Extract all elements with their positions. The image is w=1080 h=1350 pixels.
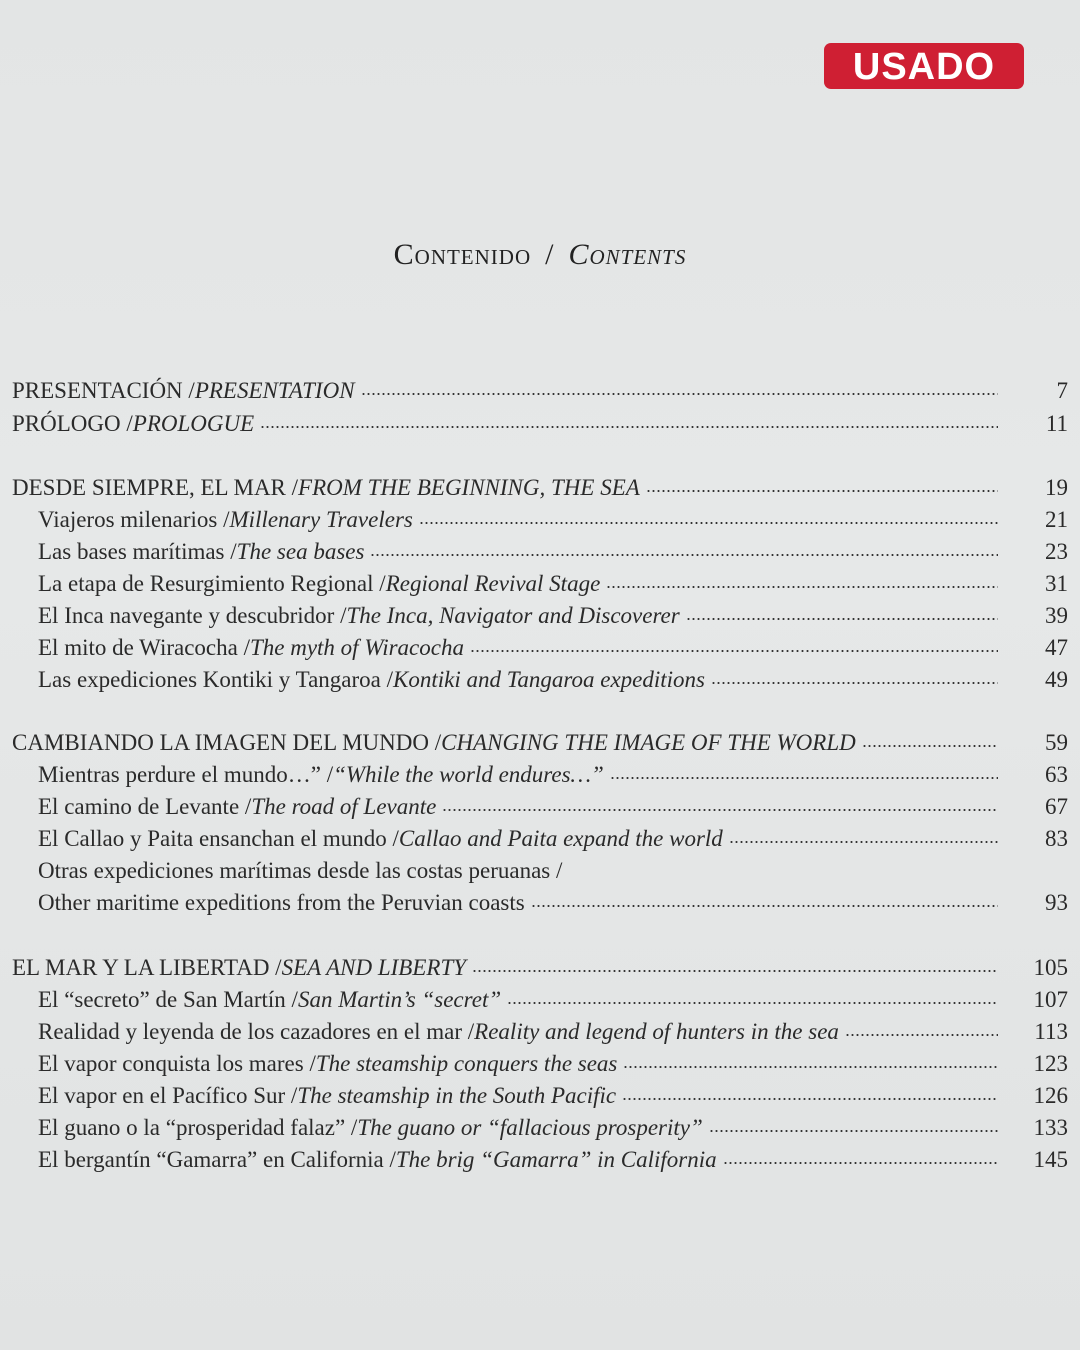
toc-subentry — [38, 885, 1068, 917]
page-number: 93 — [1045, 890, 1068, 915]
page-number: 123 — [1033, 1051, 1068, 1076]
entry-title-english: PROLOGUE — [132, 411, 255, 436]
dot-leader — [442, 806, 998, 814]
toc-section-entry — [12, 725, 1068, 757]
entry-title-english: The road of Levante — [251, 794, 437, 819]
toc-section-entry — [12, 373, 1068, 405]
entry-title-spanish: El guano o la “prosperidad falaz” / — [38, 1115, 358, 1140]
entry-title-english: Reality and legend of hunters in the sea — [474, 1019, 839, 1044]
entry-title-spanish: El mito de Wiracocha / — [38, 635, 250, 660]
entry-title-spanish: El “secreto” de San Martín / — [38, 987, 298, 1012]
toc-subentry — [38, 598, 1068, 630]
dot-leader — [260, 423, 998, 431]
dot-leader — [686, 615, 998, 623]
entry-title-english: Callao and Paita expand the world — [398, 826, 723, 851]
page-number: 47 — [1045, 635, 1068, 660]
page-number: 39 — [1045, 603, 1068, 628]
title-english: Contents — [568, 238, 687, 271]
page-number: 113 — [1034, 1019, 1068, 1044]
entry-title-english: The sea bases — [236, 539, 365, 564]
page-number: 83 — [1045, 826, 1068, 851]
toc-subentry — [38, 821, 1068, 853]
dot-leader — [470, 647, 998, 655]
entry-title-spanish: Las bases marítimas / — [38, 539, 237, 564]
entry-title-english: Kontiki and Tangaroa expeditions — [393, 667, 706, 692]
toc-subentry — [38, 853, 1068, 885]
entry-title-english: San Martin’s “secret” — [297, 987, 502, 1012]
page-number: 19 — [1045, 475, 1068, 500]
dot-leader — [862, 742, 998, 750]
entry-title-english: “While the world endures…” — [333, 762, 604, 787]
entry-title-english: FROM THE BEGINNING, THE SEA — [298, 475, 640, 500]
page-number: 145 — [1033, 1147, 1068, 1172]
page-number: 63 — [1045, 762, 1068, 787]
toc-subentry — [38, 982, 1068, 1014]
toc-subentry — [38, 1078, 1068, 1110]
dot-leader — [711, 679, 998, 687]
page-number: 11 — [1045, 411, 1068, 436]
title-separator: / — [545, 238, 555, 271]
dot-leader — [507, 999, 998, 1007]
page-number: 59 — [1045, 730, 1068, 755]
dot-leader — [729, 838, 998, 846]
entry-title-spanish: La etapa de Resurgimiento Regional / — [38, 571, 386, 596]
dot-leader — [606, 583, 998, 591]
entry-title-spanish: DESDE SIEMPRE, EL MAR / — [12, 475, 299, 500]
dot-leader — [531, 902, 998, 910]
page-number: 126 — [1033, 1083, 1068, 1108]
entry-title-spanish: Other maritime expeditions from the Peruvian coasts — [38, 890, 525, 915]
entry-title-english: CHANGING THE IMAGE OF THE WORLD — [441, 730, 856, 755]
entry-title-spanish: El Callao y Paita ensanchan el mundo / — [38, 826, 399, 851]
entry-title-english: Millenary Travelers — [229, 507, 413, 532]
toc-subentry — [38, 789, 1068, 821]
toc-subentry — [38, 630, 1068, 662]
dot-leader — [370, 551, 998, 559]
page-number: 7 — [1056, 378, 1068, 403]
toc-subentry — [38, 1014, 1068, 1046]
used-badge: USADO — [824, 43, 1024, 89]
entry-title-spanish: El vapor en el Pacífico Sur / — [38, 1083, 298, 1108]
page-number: 31 — [1045, 571, 1068, 596]
entry-title-english: The brig “Gamarra” in California — [395, 1147, 717, 1172]
toc-subentry — [38, 1110, 1068, 1142]
entry-title-spanish: PRÓLOGO / — [12, 411, 133, 436]
dot-leader — [610, 774, 998, 782]
toc-section-entry — [12, 950, 1068, 982]
page-number: 133 — [1033, 1115, 1068, 1140]
toc-subentry — [38, 534, 1068, 566]
page-number: 49 — [1045, 667, 1068, 692]
entry-title-spanish: El Inca navegante y descubridor / — [38, 603, 347, 628]
entry-title-english: PRESENTATION — [194, 378, 355, 403]
entry-title-spanish: EL MAR Y LA LIBERTAD / — [12, 955, 282, 980]
dot-leader — [622, 1095, 998, 1103]
entry-title-spanish: Otras expediciones marítimas desde las costas peruanas / — [38, 858, 563, 883]
toc-subentry — [38, 1046, 1068, 1078]
entry-title-spanish: El camino de Levante / — [38, 794, 252, 819]
page-number: 67 — [1045, 794, 1068, 819]
dot-leader — [723, 1159, 998, 1167]
toc-subentry — [38, 566, 1068, 598]
entry-title-english: The steamship conquers the seas — [315, 1051, 618, 1076]
dot-leader — [472, 967, 998, 975]
dot-leader — [623, 1063, 998, 1071]
entry-title-spanish: Mientras perdure el mundo…” / — [38, 762, 334, 787]
toc-subentry — [38, 757, 1068, 789]
entry-title-spanish: PRESENTACIÓN / — [12, 378, 195, 403]
dot-leader — [845, 1031, 998, 1039]
dot-leader — [419, 519, 998, 527]
page-number: 105 — [1033, 955, 1068, 980]
entry-title-english: The myth of Wiracocha — [249, 635, 464, 660]
entry-title-spanish: El bergantín “Gamarra” en California / — [38, 1147, 396, 1172]
entry-title-spanish: Las expediciones Kontiki y Tangaroa / — [38, 667, 394, 692]
entry-title-english: The Inca, Navigator and Discoverer — [346, 603, 680, 628]
entry-title-spanish: Viajeros milenarios / — [38, 507, 230, 532]
toc-section-entry — [12, 470, 1068, 502]
dot-leader — [361, 390, 998, 398]
entry-title-english: SEA AND LIBERTY — [281, 955, 467, 980]
dot-leader — [709, 1127, 998, 1135]
entry-title-spanish: Realidad y leyenda de los cazadores en el mar / — [38, 1019, 475, 1044]
page-number: 21 — [1045, 507, 1068, 532]
entry-title-spanish: CAMBIANDO LA IMAGEN DEL MUNDO / — [12, 730, 442, 755]
entry-title-english: The guano or “fallacious prosperity” — [357, 1115, 703, 1140]
toc-section-entry — [12, 406, 1068, 438]
toc-subentry — [38, 502, 1068, 534]
page-number: 23 — [1045, 539, 1068, 564]
toc-subentry — [38, 662, 1068, 694]
entry-title-english: The steamship in the South Pacific — [297, 1083, 617, 1108]
entry-title-english: Regional Revival Stage — [385, 571, 601, 596]
toc-subentry — [38, 1142, 1068, 1174]
dot-leader — [646, 487, 998, 495]
entry-title-spanish: El vapor conquista los mares / — [38, 1051, 316, 1076]
title-spanish: Contenido — [393, 238, 532, 271]
page-number: 107 — [1033, 987, 1068, 1012]
